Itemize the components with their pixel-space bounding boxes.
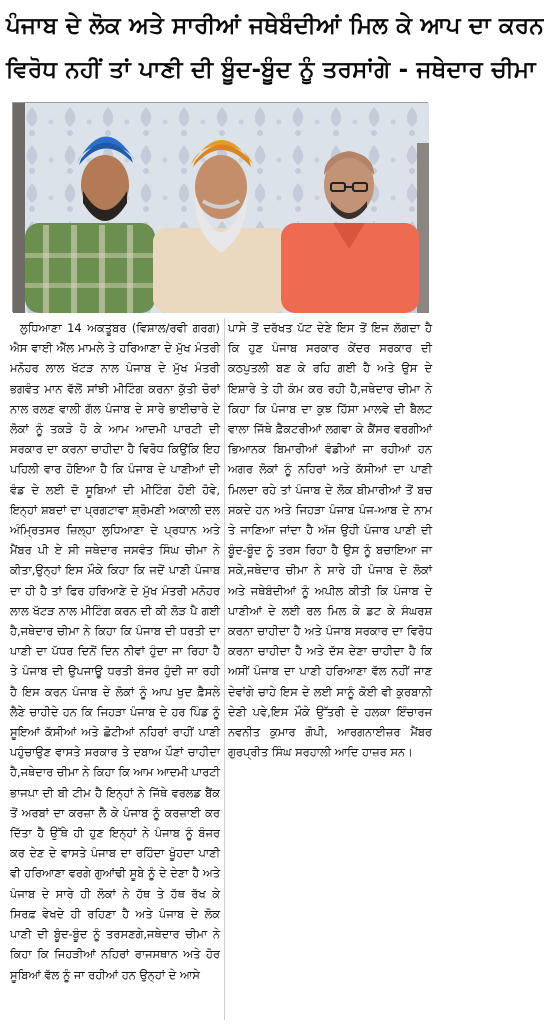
headline-line-2: ਵਿਰੋਧ ਨਹੀਂ ਤਾਂ ਪਾਣੀ ਦੀ ਬੂੰਦ-ਬੂੰਦ ਨੂੰ ਤਰਸਾਂਗੇ - ਜਥੇਦਾਰ ਚੀਮਾ — [6, 57, 536, 83]
article-body-left-column — [10, 318, 220, 1020]
column-divider — [224, 318, 225, 1020]
headline-line-1: ਪੰਜਾਬ ਦੇ ਲੋਕ ਅਤੇ ਸਾਰੀਆਂ ਜਥੇਬੰਦੀਆਂ ਮਿਲ ਕੇ ਆਪ ਦਾ ਕਰਨ — [6, 13, 544, 39]
article-text-right: ਪਾਸੇ ਤੋਂ ਦਰੱਖਤ ਪੱਟ ਦੇਣੇ ਇਸ ਤੋਂ ਇਜ ਲੱਗਦਾ ਹੈ ਕਿ ਹੁਣ ਪੰਜਾਬ ਸਰਕਾਰ ਕੇਂਦਰ ਸਰਕਾਰ ਦੀ ਕਠਪੁਤਲੀ ਬਣ ਕੇ ਰਹਿ ਗਈ ਹੈ ਅਤੇ ਉਸ ਦੇ ਇਸ਼ਾਰੇ ਤੇ ਹੀ ਕੰਮ ਕਰ ਰਹੀ ਹੈ,ਜਥੇਦਾਰ ਚੀਮਾ ਨੇ ਕਿਹਾ ਕਿ ਪੰਜਾਬ ਦਾ ਕੁਝ ਹਿੱਸਾ ਮਾਲਵੇ ਦੀ ਬੈਲਟ ਵਾਲਾ ਜਿੱਥੇ ਫ਼ੈਕਟਰੀਆਂ ਲਗਵਾ ਕੇ ਕੈਂਸਰ ਵਰਗੀਆਂ ਭਿਆਨਕ ਬਿਮਾਰੀਆਂ ਵੰਡੀਆਂ ਜਾ ਰਹੀਆਂ ਹਨ ਅਗਰ ਲੋਕਾਂ ਨੂੰ ਨਹਿਰਾਂ ਅਤੇ ਕੱਸੀਆਂ ਦਾ ਪਾਣੀ ਮਿਲਦਾ ਰਹੇ ਤਾਂ ਪੰਜਾਬ ਦੇ ਲੋਕ ਬੀਮਾਰੀਆਂ ਤੋਂ ਬਚ ਸਕਦੇ ਹਨ ਅਤੇ ਜਿਹੜਾ ਪੰਜਾਬ ਪੰਜ-ਆਬ ਦੇ ਨਾਮ ਤੇ ਜਾਣਿਆ ਜਾਂਦਾ ਹੈ ਅੱਜ ਉਹੀ ਪੰਜਾਬ ਪਾਣੀ ਦੀ ਬੂੰਦ-ਬੂੰਦ ਨੂੰ ਤਰਸ ਰਿਹਾ ਹੈ ਉਸ ਨੂੰ ਬਚਾਇਆ ਜਾ ਸਕੇ,ਜਥੇਦਾਰ ਚੀਮਾ ਨੇ ਸਾਰੇ ਹੀ ਪੰਜਾਬ ਦੇ ਲੋਕਾਂ ਅਤੇ ਜਥੇਬੰਦੀਆਂ ਨੂੰ ਅਪੀਲ ਕੀਤੀ ਕਿ ਪੰਜਾਬ ਦੇ ਪਾਣੀਆਂ ਦੇ ਲਈ ਰਲ ਮਿਲ ਕੇ ਡਟ ਕੇ ਸੰਘਰਸ਼ ਕਰਨਾ ਚਾਹੀਦਾ ਹੈ ਅਤੇ ਪੰਜਾਬ ਸਰਕਾਰ ਦਾ ਵਿਰੋਧ ਕਰਨਾ ਚਾਹੀਦਾ ਹੈ ਅਤੇ ਦੱਸ ਦੇਣਾ ਚਾਹੀਦਾ ਹੈ ਕਿ ਅਸੀਂ ਪੰਜਾਬ ਦਾ ਪਾਣੀ ਹਰਿਆਣਾ ਵੱਲ ਨਹੀਂ ਜਾਣ ਦੇਵਾਂਗੇ ਚਾਹੇ ਇਸ ਦੇ ਲਈ ਸਾਨੂੰ ਕੋਈ ਵੀ ਕੁਰਬਾਨੀ ਦੇਣੀ ਪਵੇ,ਇਸ ਮੌਕੇ ਉੱਤਰੀ ਦੇ ਹਲਕਾ ਇੰਚਾਰਜ ਨਵਨੀਤ ਕੁਮਾਰ ਗੋਪੀ, ਆਰਗਨਾਈਜ਼ਰ ਮੈਂਬਰ ਗੁਰਪ੍ਰੀਤ ਸਿੰਘ ਸਰਹਾਲੀ ਆਦਿ ਹਾਜ਼ਰ ਸਨ। — [228, 321, 432, 760]
article-body-right-column — [228, 318, 432, 1020]
photo-illustration — [13, 103, 429, 313]
headline — [6, 4, 544, 92]
article-text-left: ਲੁਧਿਆਣਾ 14 ਅਕਤੂਬਰ (ਵਿਸ਼ਾਲ/ਰਵੀ ਗਰਗ) ਐਸ ਵਾਈ ਐੱਲ ਮਾਮਲੇ ਤੇ ਹਰਿਆਣਾ ਦੇ ਮੁੱਖ ਮੰਤਰੀ ਮਨੋਹਰ ਲਾਲ ਖੱਟੜ ਨਾਲ ਪੰਜਾਬ ਦੇ ਮੁੱਖ ਮੰਤਰੀ ਭਗਵੰਤ ਮਾਨ ਵੱਲੋਂ ਸਾਂਝੀ ਮੀਟਿੰਗ ਕਰਨਾ ਕੁੱਤੀ ਚੋਰਾਂ ਨਾਲ ਰਲਣ ਵਾਲੀ ਗੱਲ ਪੰਜਾਬ ਦੇ ਸਾਰੇ ਭਾਈਚਾਰੇ ਦੇ ਲੋਕਾਂ ਨੂੰ ਤਕੜੇ ਹੋ ਕੇ ਆਮ ਆਦਮੀ ਪਾਰਟੀ ਦੀ ਸਰਕਾਰ ਦਾ ਕਰਨਾ ਚਾਹੀਦਾ ਹੈ ਵਿਰੋਧ ਕਿਉਂਕਿ ਇਹ ਪਹਿਲੀ ਵਾਰ ਹੋਇਆ ਹੈ ਕਿ ਪੰਜਾਬ ਦੇ ਪਾਣੀਆਂ ਦੀ ਵੰਡ ਦੇ ਲਈ ਦੋ ਸੂਬਿਆਂ ਦੀ ਮੀਟਿੰਗ ਹੋਈ ਹੋਵੇ, ਇਨ੍ਹਾਂ ਸ਼ਬਦਾਂ ਦਾ ਪ੍ਰਗਟਾਵਾ ਸ਼੍ਰੋਮਣੀ ਅਕਾਲੀ ਦਲ ਅੰਮ੍ਰਿਤਸਰ ਜ਼ਿਲ੍ਹਾ ਲੁਧਿਆਣਾ ਦੇ ਪ੍ਰਧਾਨ ਅਤੇ ਮੈਂਬਰ ਪੀ ਏ ਸੀ ਜਥੇਦਾਰ ਜਸਵੰਤ ਸਿੰਘ ਚੀਮਾ ਨੇ ਕੀਤਾ,ਉਨ੍ਹਾਂ ਇਸ ਮੌਕੇ ਕਿਹਾ ਕਿ ਜਦੋਂ ਪਾਣੀ ਪੰਜਾਬ ਦਾ ਹੀ ਹੈ ਤਾਂ ਫਿਰ ਹਰਿਆਣੇ ਦੇ ਮੁੱਖ ਮੰਤਰੀ ਮਨੋਹਰ ਲਾਲ ਖੱਟੜ ਨਾਲ ਮੀਟਿੰਗ ਕਰਨ ਦੀ ਕੀ ਲੋੜ ਪੈ ਗਈ ਹੈ,ਜਥੇਦਾਰ ਚੀਮਾ ਨੇ ਕਿਹਾ ਕਿ ਪੰਜਾਬ ਦੀ ਧਰਤੀ ਦਾ ਪਾਣੀ ਦਾ ਪੱਧਰ ਦਿਨੋਂ ਦਿਨ ਨੀਵਾਂ ਹੁੰਦਾ ਜਾ ਰਿਹਾ ਹੈ ਤੇ ਪੰਜਾਬ ਦੀ ਉਪਜਾਊ ਧਰਤੀ ਬੰਜਰ ਹੁੰਦੀ ਜਾ ਰਹੀ ਹੈ ਇਸ ਕਰਨ ਪੰਜਾਬ ਦੇ ਲੋਕਾਂ ਨੂੰ ਆਪ ਖੁਦ ਫ਼ੈਸਲੇ ਲੈਣੇ ਚਾਹੀਦੇ ਹਨ ਕਿ ਜਿਹੜਾ ਪੰਜਾਬ ਦੇ ਹਰ ਪਿੰਡ ਨੂੰ ਸੂਇਆਂ ਕੱਸੀਆਂ ਅਤੇ ਛੋਟੀਆਂ ਨਹਿਰਾਂ ਰਾਹੀਂ ਪਾਣੀ ਪਹੁੰਚਾਉਣ ਵਾਸਤੇ ਸਰਕਾਰ ਤੇ ਦਬਾਅ ਪੌਣਾਂ ਚਾਹੀਦਾ ਹੈ,ਜਥੇਦਾਰ ਚੀਮਾ ਨੇ ਕਿਹਾ ਕਿ ਆਮ ਆਦਮੀ ਪਾਰਟੀ ਭਾਜਪਾ ਦੀ ਬੀ ਟੀਮ ਹੈ ਇਨ੍ਹਾਂ ਨੇ ਜਿੱਥੇ ਵਰਲਡ ਬੈਂਕ ਤੋਂ ਅਰਬਾਂ ਦਾ ਕਰਜ਼ਾ ਲੈ ਕੇ ਪੰਜਾਬ ਨੂੰ ਕਰਜ਼ਾਈ ਕਰ ਦਿੱਤਾ ਹੈ ਉੱਥੇ ਹੀ ਹੁਣ ਇਨ੍ਹਾਂ ਨੇ ਪੰਜਾਬ ਨੂੰ ਬੰਜਰ ਕਰ ਦੇਣ ਦੇ ਵਾਸਤੇ ਪੰਜਾਬ ਦਾ ਰਹਿੰਦਾ ਖੂੰਹਦਾ ਪਾਣੀ ਵੀ ਹਰਿਆਣਾ ਵਰਗੇ ਗੁਆਂਢੀ ਸੂਬੇ ਨੂੰ ਦੇ ਦੇਣਾ ਹੈ ਅਤੇ ਪੰਜਾਬ ਦੇ ਸਾਰੇ ਹੀ ਲੋਕਾਂ ਨੇ ਹੱਥ ਤੇ ਹੱਥ ਰੱਖ ਕੇ ਸਿਰਫ਼ ਵੇਖਦੇ ਹੀ ਰਹਿਣਾ ਹੈ ਅਤੇ ਪੰਜਾਬ ਦੇ ਲੋਕ ਪਾਣੀ ਦੀ ਬੂੰਦ-ਬੂੰਦ ਨੂੰ ਤਰਸਣਗੇ,ਜਥੇਦਾਰ ਚੀਮਾ ਨੇ ਕਿਹਾ ਕਿ ਜਿਹੜੀਆਂ ਨਹਿਰਾਂ ਰਾਜਸਥਾਨ ਅਤੇ ਹੋਰ ਸੂਬਿਆਂ ਵੱਲ ਨੂੰ ਜਾ ਰਹੀਆਂ ਹਨ ਉਨ੍ਹਾਂ ਦੇ ਆਸੇ — [10, 321, 220, 982]
news-photo — [12, 102, 428, 312]
